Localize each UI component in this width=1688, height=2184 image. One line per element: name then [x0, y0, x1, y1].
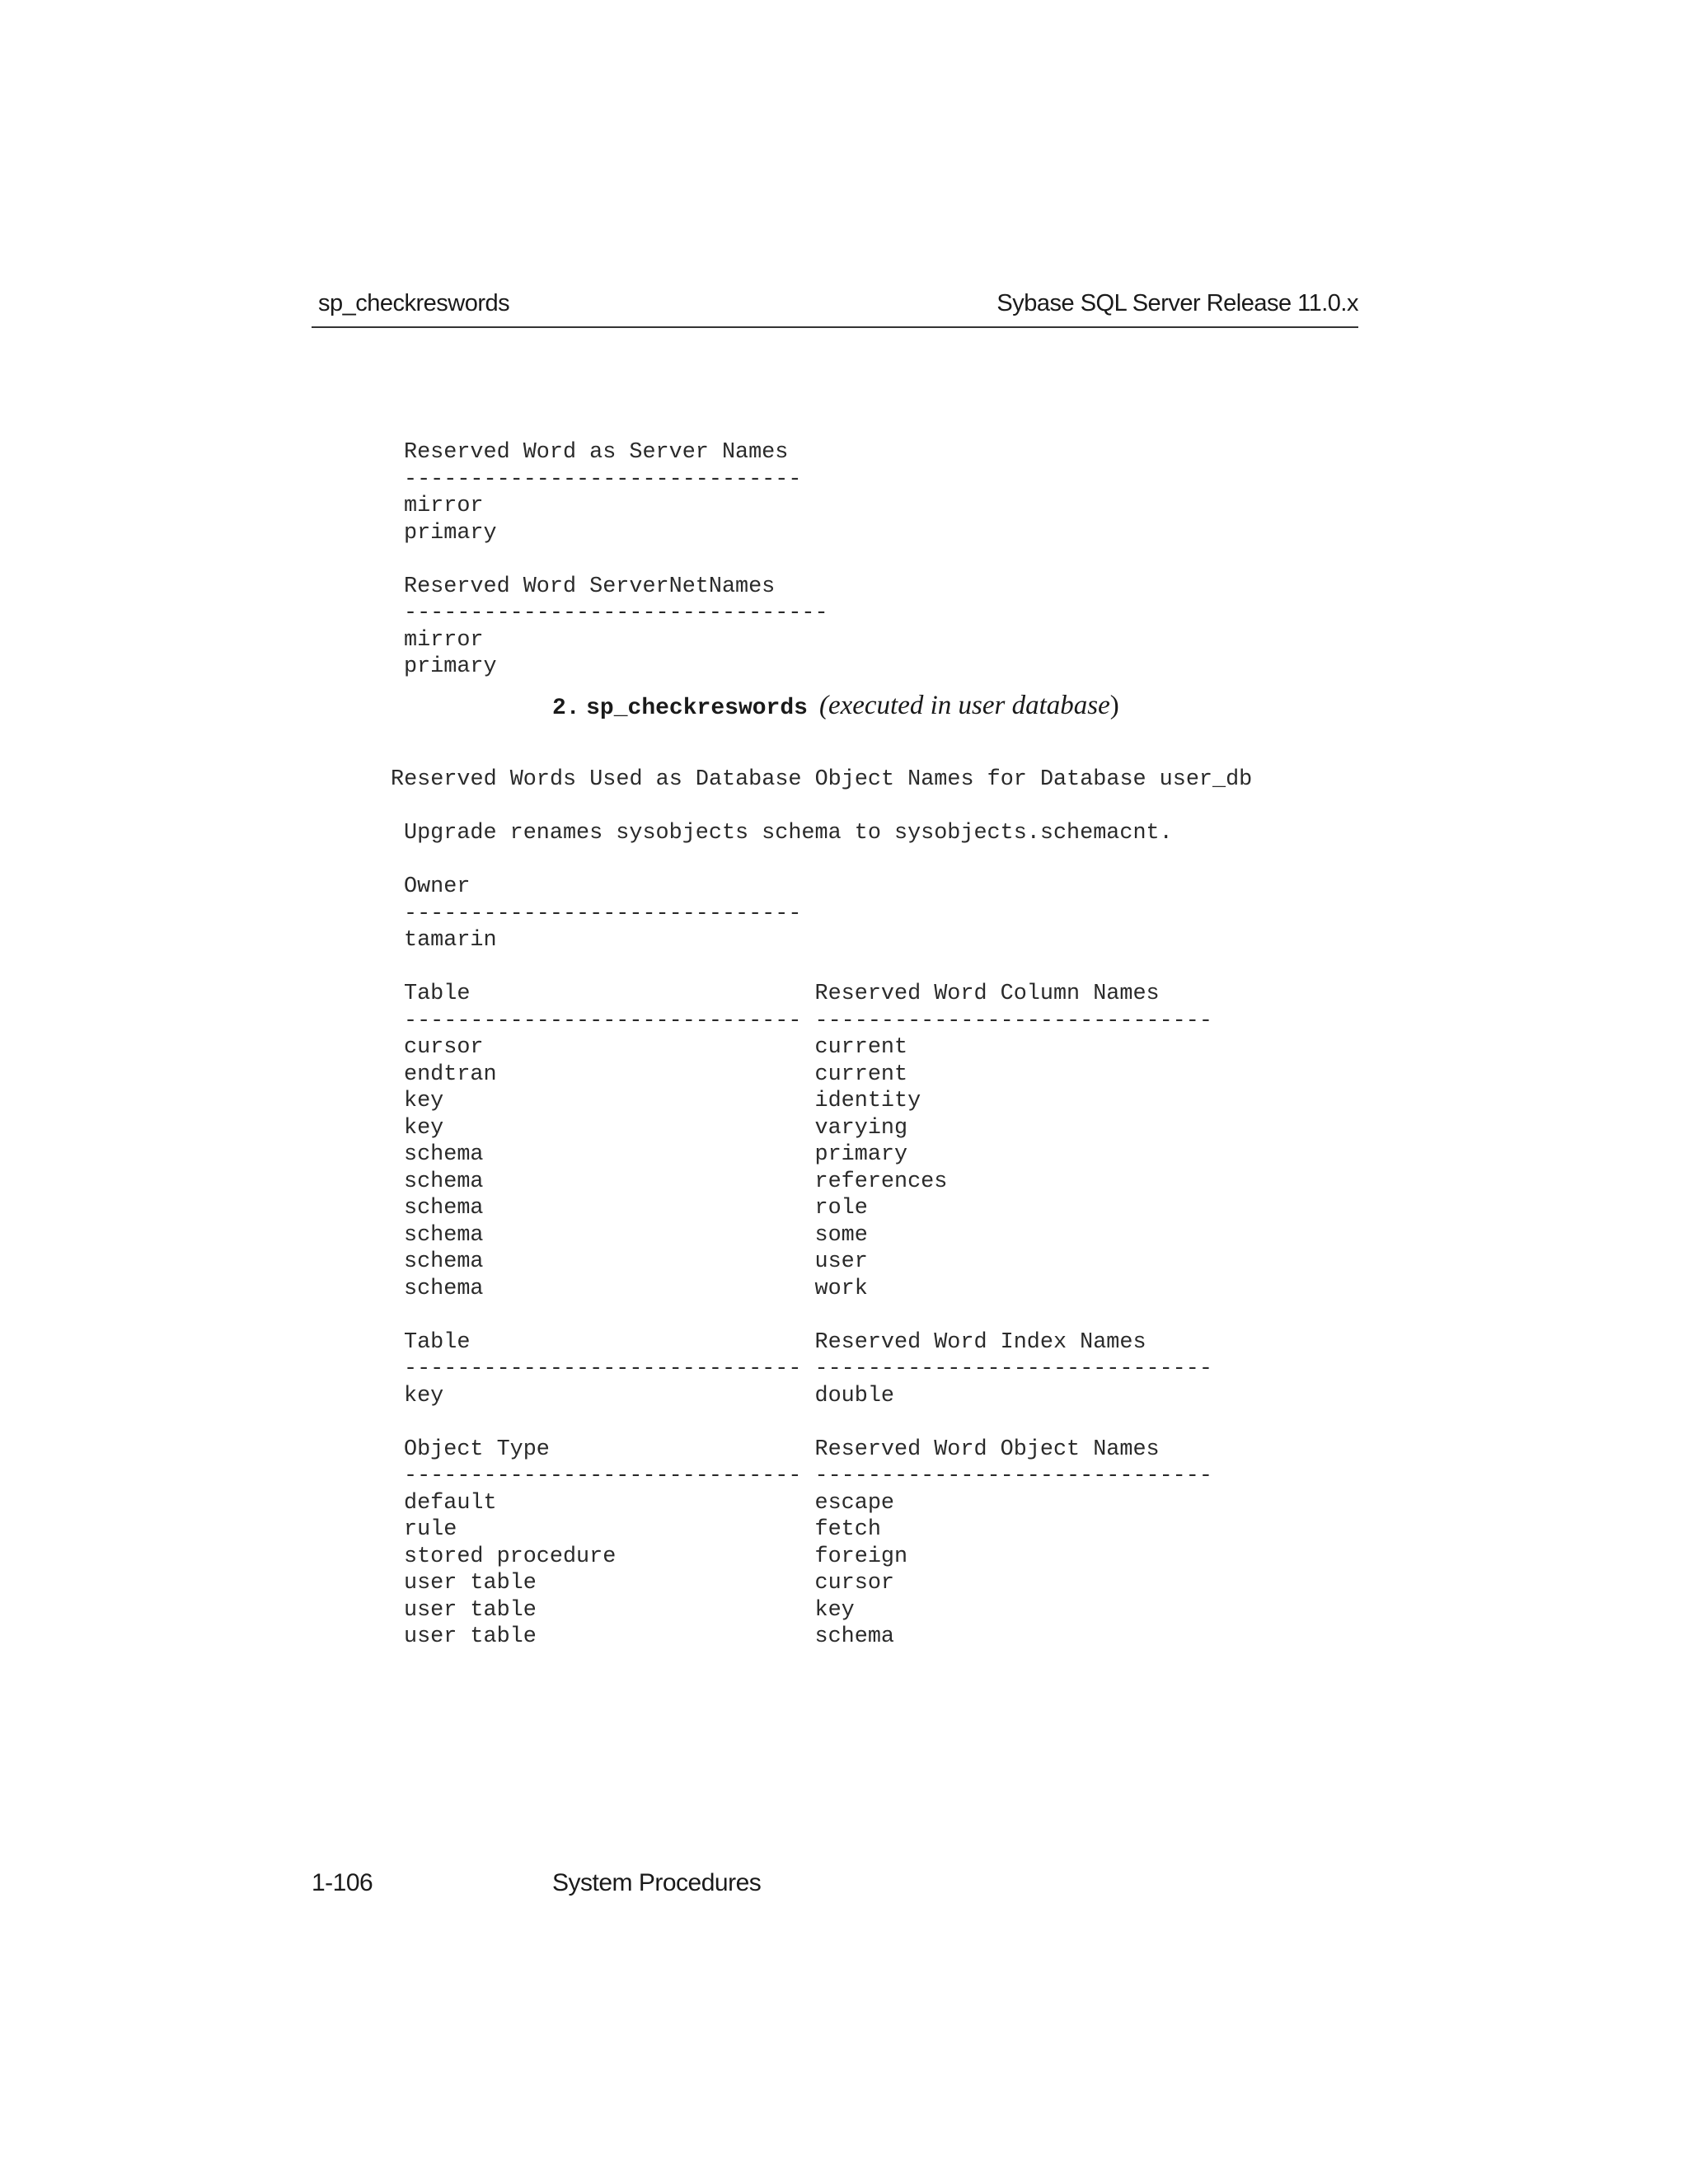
header-procedure-name: sp_checkreswords [318, 290, 510, 316]
database-objects-title: Reserved Words Used as Database Object Names for Database user_db [391, 767, 1253, 792]
book-title: System Procedures [552, 1869, 762, 1896]
server-names-output: Reserved Word as Server Names ------------------------------ mirror primary Reserved Word ServerNetNames -------------------------------- mirror primary [404, 440, 828, 679]
running-header [312, 287, 1358, 328]
example-number: 2. [552, 696, 580, 721]
page-number: 1-106 [312, 1869, 373, 1896]
example-command: sp_checkreswords [586, 696, 808, 721]
header-product-release: Sybase SQL Server Release 11.0.x [996, 290, 1358, 316]
reserved-words-results-output: Upgrade renames sysobjects schema to sysobjects.schemacnt. Owner ------------------------------ tamarin Table Reserved Word Column Names ------------------------------ ------------------------------ cursor current endtran current key identity key varying schema primary schema references schema role schema some schema user schema work Table Reserved Word Index Names ------------------------------ ------------------------------ key double Object Type Reserved Word Object Names ------------------------------ ------------------------------ default escape rule fetch stored procedure foreign user table cursor user table key user table schema [404, 821, 1212, 1649]
example-heading [552, 689, 1119, 725]
example-description: (executed in user database [818, 691, 1110, 720]
example-close-paren: ) [1109, 691, 1119, 720]
